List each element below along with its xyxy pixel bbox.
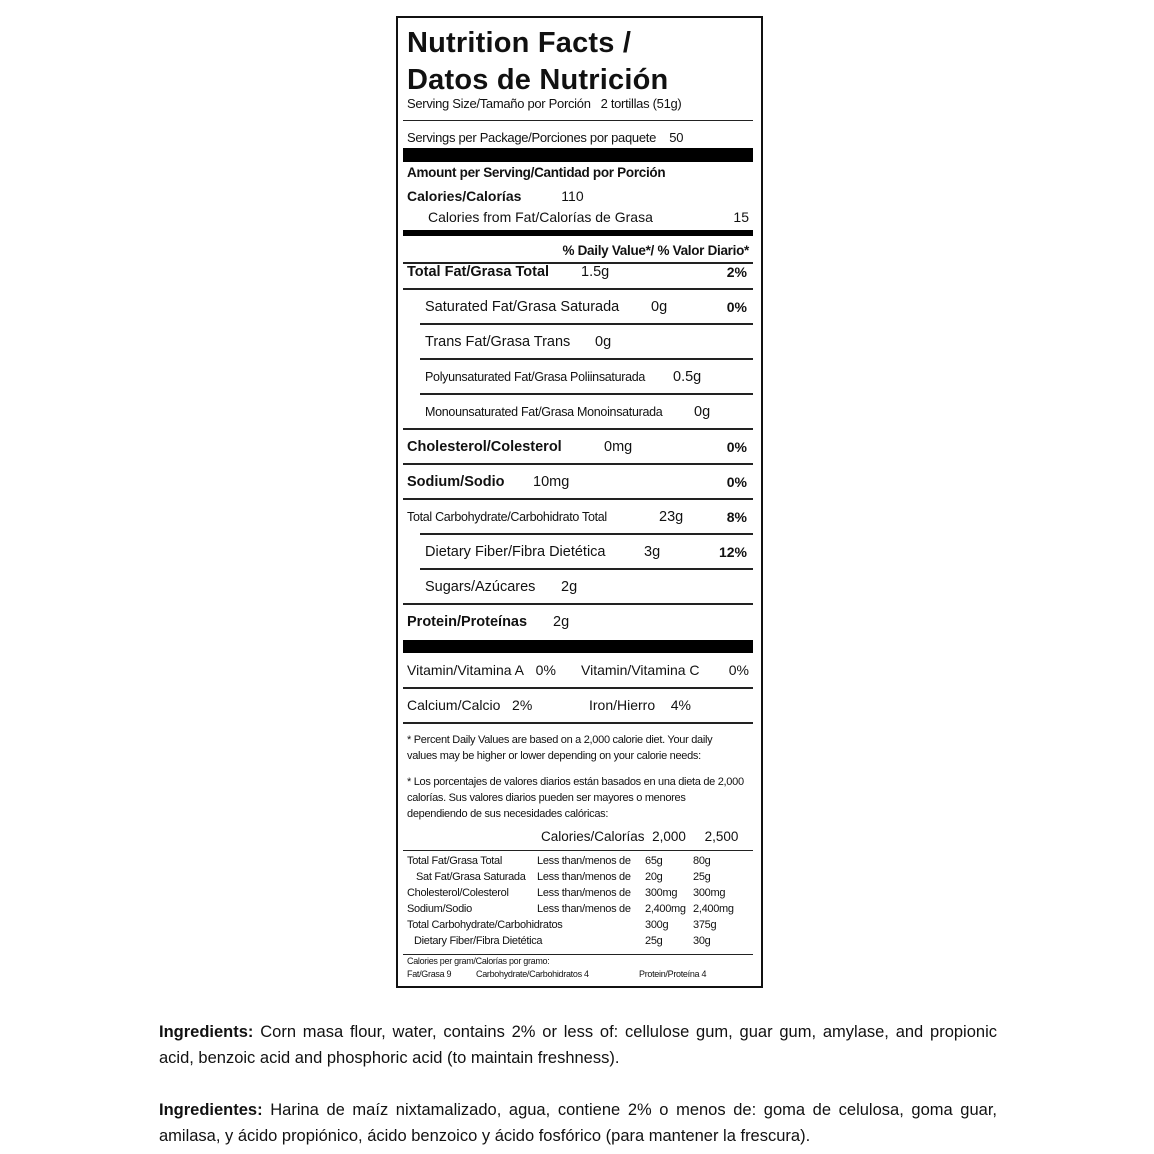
nutrient-pct: 0% [726, 439, 747, 455]
divider [403, 722, 753, 724]
vitamin-c-value: 0% [728, 662, 749, 678]
serving-size-label: Serving Size/Tamaño por Porción [407, 96, 591, 111]
dv-cell-2500: 375g [693, 919, 717, 931]
table-row [407, 869, 734, 885]
nutrition-facts-label [396, 16, 763, 988]
divider [403, 120, 753, 121]
calories-label: Calories/Calorías [407, 188, 522, 204]
nutrient-name: Total Fat/Grasa Total [407, 264, 550, 280]
nutrient-row-protein [403, 605, 753, 639]
table-row [407, 853, 734, 869]
dv-cell-2500: 300mg [693, 887, 726, 899]
per-gram-protein: Protein/Proteína 4 [639, 969, 707, 979]
dv-cell-qual: Less than/menos de [537, 855, 631, 867]
calories-from-fat-label: Calories from Fat/Calorías de Grasa [428, 209, 653, 225]
dv-cell-2500: 30g [693, 935, 711, 947]
servings-per-package [407, 130, 683, 145]
vitamin-a-label: Vitamin/Vitamina A [407, 662, 524, 678]
dv-cell-name: Total Fat/Grasa Total [407, 855, 502, 867]
per-gram-title: Calories per gram/Calorías por gramo: [407, 956, 550, 966]
dv-cell-name: Total Carbohydrate/Carbohidratos [407, 919, 563, 931]
nutrient-amount: 2g [553, 614, 570, 630]
nutrient-row-polyunsaturated [403, 360, 753, 394]
per-gram-carb: Carbohydrate/Carbohidratos 4 [476, 969, 589, 979]
divider [403, 850, 753, 851]
footnote-en: * Percent Daily Values are based on a 2,000 calorie diet. Your daily values may be higher or lower depending on your calorie needs: [407, 734, 713, 762]
thick-bar [403, 148, 753, 162]
nutrient-name: Cholesterol/Colesterol [407, 439, 562, 455]
nutrient-row-saturated-fat [403, 290, 753, 324]
table-row [407, 885, 734, 901]
nutrient-amount: 0g [595, 334, 612, 350]
dv-table-header-2000: 2,000 [652, 829, 686, 844]
nutrient-name: Sugars/Azúcares [425, 579, 536, 595]
iron [589, 697, 691, 713]
dv-table-header-label: Calories/Calorías [541, 829, 645, 844]
nutrient-amount: 23g [659, 509, 684, 525]
nutrient-row-monounsaturated [403, 395, 753, 429]
servings-label: Servings per Package/Porciones por paquete [407, 130, 657, 145]
dv-table-header-2500: 2,500 [704, 829, 739, 844]
nutrient-name: Sodium/Sodio [407, 474, 505, 490]
table-row [407, 933, 734, 949]
amount-per-serving: Amount per Serving/Cantidad por Porción [407, 165, 666, 180]
nutrient-row-sugars [403, 570, 753, 604]
nutrient-amount: 10mg [533, 474, 570, 490]
dv-cell-2000: 300mg [645, 887, 678, 899]
daily-value-header: % Daily Value*/ % Valor Diario* [562, 243, 749, 258]
calcium-value: 2% [512, 697, 533, 713]
nutrient-row-total-fat [403, 255, 753, 289]
divider [403, 687, 753, 689]
calories-from-fat-value: 15 [733, 209, 749, 225]
dv-cell-name: Cholesterol/Colesterol [407, 887, 509, 899]
divider [403, 954, 753, 955]
dv-cell-name: Sat Fat/Grasa Saturada [416, 871, 526, 883]
medium-bar [403, 230, 753, 236]
nutrient-amount: 0g [694, 404, 711, 420]
nutrient-pct: 0% [726, 299, 747, 315]
ingredients-es-text: Harina de maíz nixtamalizado, agua, contiene 2% o menos de: goma de celulosa, goma guar, amilasa, y ácido propiónico, ácido benzoico y ácido fosfórico (para mantener la frescura). [159, 1101, 997, 1145]
dv-cell-qual: Less than/menos de [537, 871, 631, 883]
ingredients-en-text: Corn masa flour, water, contains 2% or less of: cellulose gum, guar gum, amylase, and propionic acid, benzoic acid and phosphoric acid (to maintain freshness). [159, 1023, 997, 1067]
dv-cell-2000: 300g [645, 919, 669, 931]
dv-cell-2000: 25g [645, 935, 663, 947]
nutrient-amount: 3g [644, 544, 661, 560]
nutrient-pct: 0% [726, 474, 747, 490]
vitamin-a-value: 0% [535, 662, 556, 678]
nutrient-name: Polyunsaturated Fat/Grasa Poliinsaturada [425, 370, 646, 384]
nutrient-row-sodium [403, 465, 753, 499]
calcium [407, 697, 532, 713]
calories-value: 110 [561, 188, 584, 204]
serving-size-value: 2 tortillas (51g) [600, 96, 682, 111]
dv-cell-2000: 2,400mg [645, 903, 686, 915]
daily-value-table [407, 853, 734, 949]
label-title-es: Datos de Nutrición [407, 64, 669, 96]
dv-cell-2500: 80g [693, 855, 711, 867]
ingredients-en-label: Ingredients: [159, 1023, 254, 1041]
dv-cell-qual: Less than/menos de [537, 903, 631, 915]
vitamin-c-label: Vitamin/Vitamina C [581, 662, 700, 678]
servings-value: 50 [669, 130, 684, 145]
per-gram-fat: Fat/Grasa 9 [407, 969, 452, 979]
nutrient-amount: 0.5g [673, 369, 702, 385]
nutrient-row-trans-fat [403, 325, 753, 359]
serving-size [407, 96, 681, 111]
dv-cell-2000: 65g [645, 855, 663, 867]
nutrient-pct: 2% [726, 264, 747, 280]
nutrient-amount: 0mg [604, 439, 633, 455]
nutrient-name: Total Carbohydrate/Carbohidrato Total [407, 510, 607, 524]
table-row [407, 901, 734, 917]
ingredients-es-label: Ingredientes: [159, 1101, 263, 1119]
iron-label: Iron/Hierro [589, 697, 656, 713]
dv-cell-2000: 20g [645, 871, 663, 883]
ingredients-en [159, 1019, 997, 1071]
nutrient-name: Saturated Fat/Grasa Saturada [425, 299, 620, 315]
dv-table-header [541, 829, 738, 844]
dv-cell-name: Dietary Fiber/Fibra Dietética [414, 935, 543, 947]
nutrient-row-total-carbohydrate [403, 500, 753, 534]
nutrient-amount: 0g [651, 299, 668, 315]
calcium-label: Calcium/Calcio [407, 697, 501, 713]
thick-bar [403, 640, 753, 653]
ingredients-es [159, 1097, 997, 1149]
nutrient-row-cholesterol [403, 430, 753, 464]
nutrient-amount: 1.5g [581, 264, 610, 280]
nutrient-pct: 12% [718, 544, 747, 560]
dv-cell-2500: 2,400mg [693, 903, 734, 915]
nutrient-row-dietary-fiber [403, 535, 753, 569]
footnote-es: * Los porcentajes de valores diarios están basados en una dieta de 2,000 calorías. Sus valores diarios pueden ser mayores o menores dependiendo de sus necesidades calóricas: [407, 776, 744, 820]
dv-cell-qual: Less than/menos de [537, 887, 631, 899]
label-title-en: Nutrition Facts / [407, 27, 632, 59]
nutrient-name: Protein/Proteínas [407, 614, 528, 630]
iron-value: 4% [670, 697, 691, 713]
nutrient-name: Trans Fat/Grasa Trans [425, 334, 571, 350]
nutrient-pct: 8% [726, 509, 747, 525]
nutrient-name: Dietary Fiber/Fibra Dietética [425, 544, 606, 560]
dv-cell-name: Sodium/Sodio [407, 903, 472, 915]
table-row [407, 917, 734, 933]
nutrient-name: Monounsaturated Fat/Grasa Monoinsaturada [425, 405, 663, 419]
nutrient-amount: 2g [561, 579, 578, 595]
vitamin-a [407, 662, 556, 678]
dv-cell-2500: 25g [693, 871, 711, 883]
calories-row [407, 188, 584, 204]
